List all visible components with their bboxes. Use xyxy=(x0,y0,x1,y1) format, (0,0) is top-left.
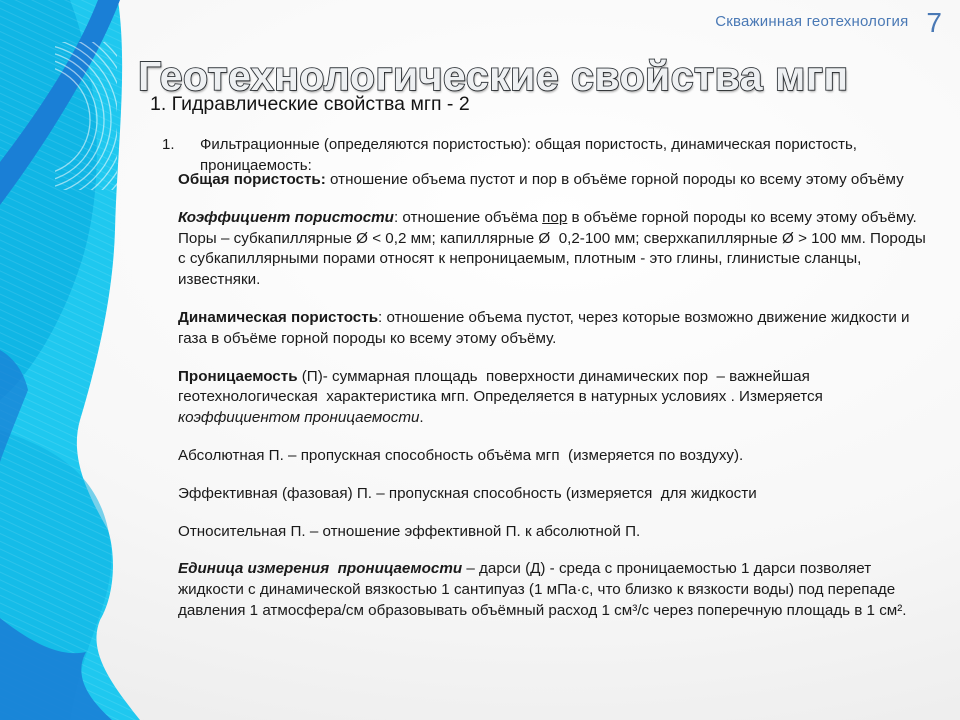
course-title: Скважинная геотехнология xyxy=(715,13,909,30)
list-item-number: 1. xyxy=(162,136,175,153)
text-segment: – дарси (Д) - среда с проницаемостью 1 дарси позволяет жидкости с динамической вязкостью 1 сантипуаз (1 мПа·с, что близко к вязкости воды) под перепаде давления 1 атмосфера/см образовывать объёмный расход 1 см³/с через поперечную площадь в 1 см². xyxy=(178,560,907,619)
slide-title: Геотехнологические свойства мгп xyxy=(138,53,849,100)
text-segment: Абсолютная П. – пропускная способность объёма мгп (измеряется по воздуху). xyxy=(178,446,744,464)
list-item-text: Фильтрационные (определяются пористостью): общая пористость, динамическая пористость, проницаемость: xyxy=(200,136,862,174)
paragraph xyxy=(178,170,926,191)
text-segment: отношение объема пустот и пор в объёме горной породы ко всему этому объёму xyxy=(325,171,904,188)
text-segment: Коэффициент пористости xyxy=(178,208,394,226)
text-segment: Относительная П. – отношение эффективной П. к абсолютной П. xyxy=(178,522,641,540)
text-segment: Проницаемость xyxy=(178,367,298,385)
wave-decoration xyxy=(0,0,175,720)
section-heading: 1. Гидравлические свойства мгп - 2 xyxy=(150,93,470,115)
text-segment: коэффициентом проницаемости xyxy=(178,409,420,427)
text-segment: пор xyxy=(542,208,568,226)
text-segment: . xyxy=(419,409,424,427)
text-segment: : отношение объема пустот, через которые возможно движение жидкости и газа в объёме горной породы ко всему этому объёму. xyxy=(178,308,914,347)
text-segment: Общая пористость: xyxy=(178,171,326,188)
text-segment: Динамическая пористость xyxy=(178,308,379,326)
text-segment: (П)- суммарная площадь поверхности динамических пор – важнейшая геотехнологическая характеристика мгп. Определяется в натурных условиях . Измеряется xyxy=(178,367,828,406)
paragraph xyxy=(178,308,926,350)
text-segment: Единица измерения проницаемости xyxy=(178,560,463,578)
text-segment: Эффективная (фазовая) П. – пропускная способность (измеряется для жидкости xyxy=(178,484,757,502)
paragraph xyxy=(178,367,926,429)
page-number: 7 xyxy=(926,7,942,38)
text-segment: в объёме горной породы ко всему этому объёму. Поры – субкапиллярные Ø < 0,2 мм; капиллярные Ø 0,2-100 мм; сверхкапиллярные Ø > 100 мм. Породы с субкапиллярными порами относят к непроницаемым, плотным - это глины, глинистые сланцы, известняки. xyxy=(178,208,930,289)
text-segment: : отношение объёма xyxy=(393,208,543,226)
paragraphs xyxy=(178,170,930,639)
slide-header xyxy=(715,8,942,38)
paragraph xyxy=(178,522,926,543)
paragraph xyxy=(178,446,926,467)
paragraph xyxy=(178,559,926,621)
wave-graphic-svg xyxy=(0,0,175,720)
paragraph xyxy=(178,484,926,505)
paragraph xyxy=(178,208,930,291)
